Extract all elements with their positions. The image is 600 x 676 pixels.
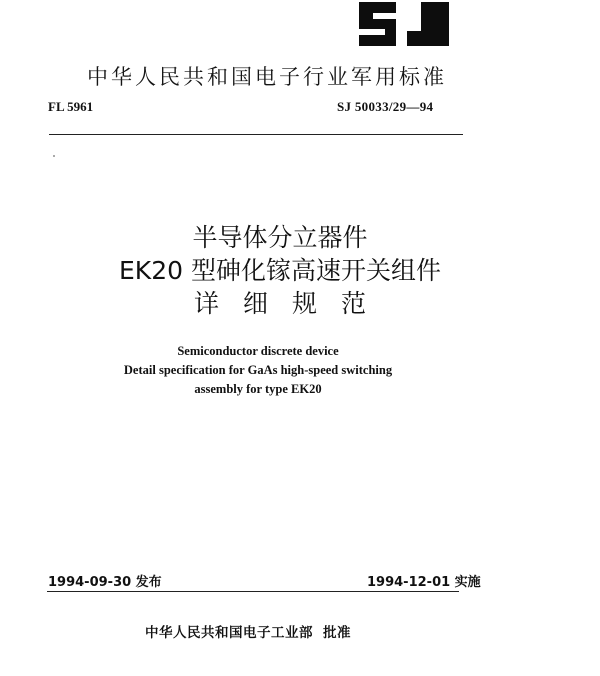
scan-speck	[53, 155, 55, 157]
approval-line	[145, 621, 351, 641]
agency-title: 中华人民共和国电子行业军用标准	[87, 65, 447, 89]
sj-logo	[349, 0, 449, 48]
approve-word: 批准	[323, 625, 351, 641]
english-title-block	[58, 342, 458, 399]
standard-number: SJ 50033/29—94	[337, 99, 434, 114]
english-title-line-1: Semiconductor discrete device	[177, 344, 339, 358]
effective-date: 1994-12-01 实施	[367, 575, 481, 590]
chinese-title-line-1: 半导体分立器件	[192, 223, 368, 252]
approving-authority: 中华人民共和国电子工业部	[145, 625, 313, 641]
chinese-title-block	[60, 221, 500, 320]
chinese-title-line-2: EK20 型砷化镓高速开关组件	[119, 256, 441, 285]
classification-code: FL 5961	[48, 99, 94, 114]
issue-date: 1994-09-30 发布	[48, 575, 162, 590]
header-divider	[49, 134, 463, 135]
english-title-line-2: Detail specification for GaAs high-speed switching	[123, 363, 393, 377]
logo-s-shape	[359, 2, 399, 46]
chinese-title-line-3: 详细规范	[193, 289, 390, 318]
logo-j-shape	[407, 2, 451, 46]
footer-divider	[47, 591, 459, 592]
sj-logo-graphic	[355, 0, 455, 48]
english-title-line-3: assembly for type EK20	[194, 382, 322, 396]
